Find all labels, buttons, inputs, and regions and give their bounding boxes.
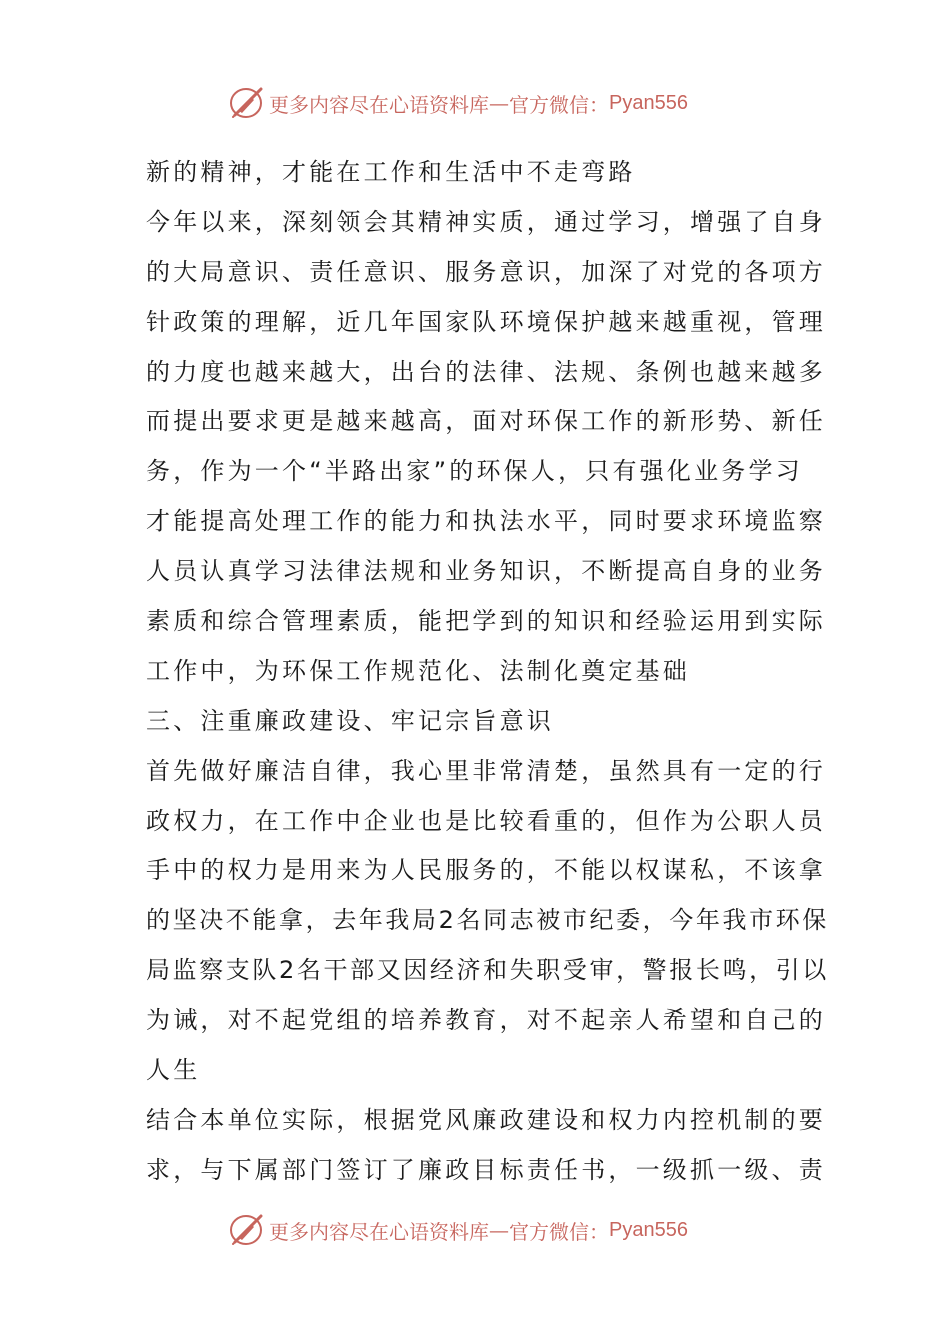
watermark-separator: — [489, 91, 509, 115]
text-line: 政权力，在工作中企业也是比较看重的，但作为公职人员 [146, 806, 826, 835]
watermark-wechat-id: Pyan556 [609, 91, 688, 114]
text-line: 新的精神，才能在工作和生活中不走弯路 [146, 158, 636, 186]
pen-logo-icon [229, 85, 265, 121]
text-line: 人员认真学习法律法规和业务知识，不断提高自身的业务 [146, 557, 826, 586]
section-heading: 三、注重廉政建设、牢记宗旨意识 [146, 706, 554, 735]
text-line: 的大局意识、责任意识、服务意识，加深了对党的各项方 [146, 257, 826, 286]
text-line: 求，与下属部门签订了廉政目标责任书，一级抓一级、责 [146, 1155, 826, 1184]
text-line: 而提出要求更是越来越高，面对环保工作的新形势、新任 [146, 407, 826, 436]
text-line: 工作中，为环保工作规范化、法制化奠定基础 [146, 656, 690, 685]
text-line: 的力度也越来越大，出台的法律、法规、条例也越来越多 [146, 357, 826, 386]
text-line: 针政策的理解，近几年国家队环境保护越来越重视，管理 [146, 307, 826, 336]
watermark-wechat-label: 官方微信： [509, 92, 609, 117]
text-line: 局监察支队2名干部又因经济和失职受审，警报长鸣，引以 [146, 956, 829, 985]
pen-logo-icon [229, 1212, 265, 1248]
document-body [146, 148, 829, 1196]
watermark-brand-text: 更多内容尽在心语资料库 [269, 92, 489, 117]
text-line: 结合本单位实际，根据党风廉政建设和权力内控机制的要 [146, 1105, 826, 1134]
text-line: 素质和综合管理素质，能把学到的知识和经验运用到实际 [146, 607, 826, 636]
header-watermark [229, 83, 688, 123]
text-line: 手中的权力是用来为人民服务的，不能以权谋私，不该拿 [146, 856, 826, 885]
text-line: 才能提高处理工作的能力和执法水平，同时要求环境监察 [146, 507, 826, 536]
text-line: 今年以来，深刻领会其精神实质，通过学习，增强了自身 [146, 207, 826, 236]
text-line: 人生 [146, 1056, 201, 1085]
watermark-wechat-label: 官方微信： [509, 1219, 609, 1244]
watermark-separator: — [489, 1218, 509, 1242]
text-line: 的坚决不能拿，去年我局2名同志被市纪委，今年我市环保 [146, 906, 829, 935]
watermark-brand-text: 更多内容尽在心语资料库 [269, 1219, 489, 1244]
footer-watermark [229, 1210, 688, 1250]
text-line: 为诫，对不起党组的培养教育，对不起亲人希望和自己的 [146, 1006, 826, 1035]
watermark-wechat-id: Pyan556 [609, 1218, 688, 1241]
text-line: 务，作为一个“半路出家”的环保人，只有强化业务学习 [146, 457, 803, 486]
text-line: 首先做好廉洁自律，我心里非常清楚，虽然具有一定的行 [146, 756, 826, 785]
